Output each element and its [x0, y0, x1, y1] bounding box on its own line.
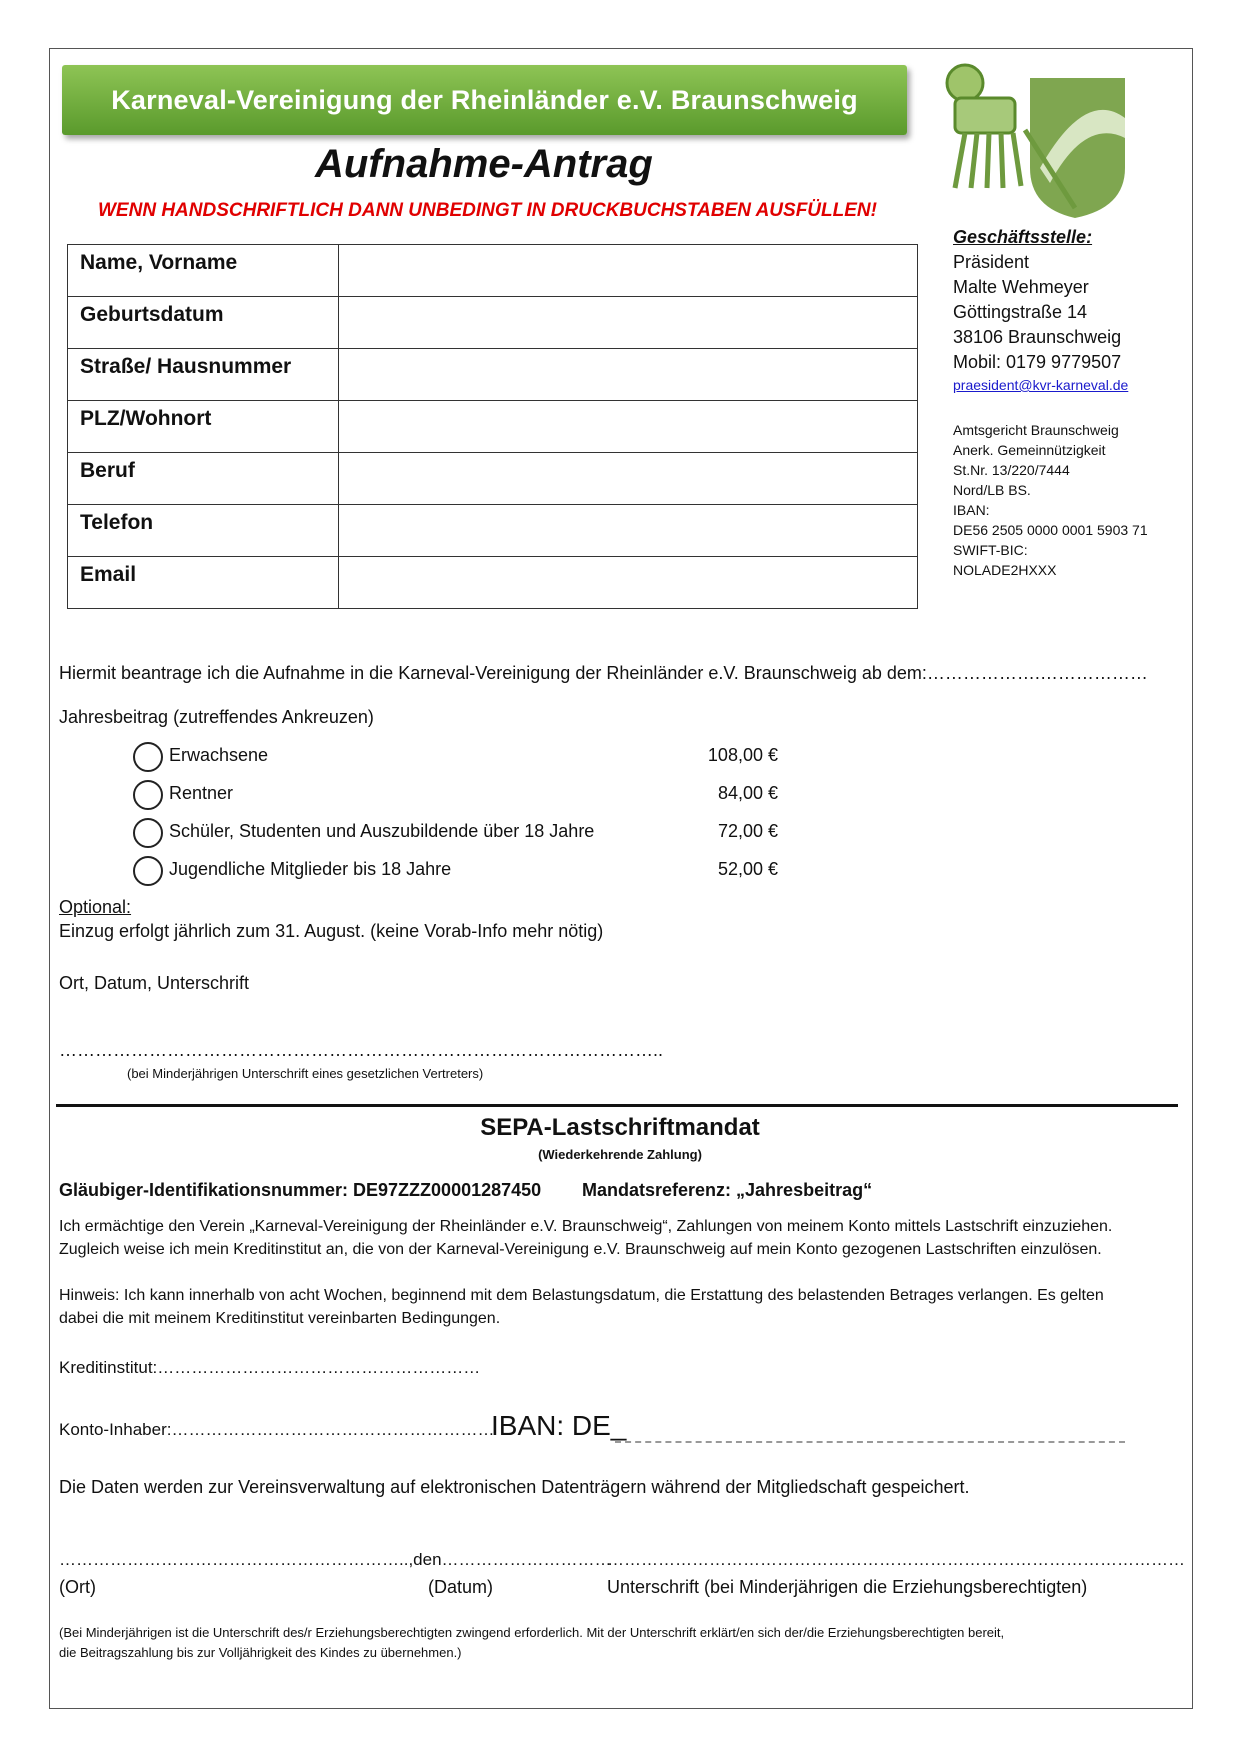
guardian-note: (bei Minderjährigen Unterschrift eines gesetzlichen Vertreters) [127, 1066, 484, 1081]
office-heading: Geschäftsstelle: [953, 227, 1093, 247]
office-name: Malte Wehmeyer [953, 277, 1089, 297]
field-label: Beruf [68, 453, 339, 505]
street-input-cell[interactable] [339, 349, 918, 401]
fee-radio-pensioners[interactable] [133, 780, 163, 810]
legal-line: SWIFT-BIC: [953, 542, 1028, 558]
legal-line: Nord/LB BS. [953, 482, 1031, 498]
fee-label: Rentner [169, 783, 234, 803]
bank-field[interactable]: Kreditinstitut:………………………………………………… [59, 1358, 481, 1377]
table-row [68, 401, 918, 453]
office-role: Präsident [953, 252, 1030, 272]
field-label: Telefon [68, 505, 339, 557]
fee-radio-students[interactable] [133, 818, 163, 848]
office-email-link[interactable]: praesident@kvr-karneval.de [953, 377, 1129, 393]
application-sentence: Hiermit beantrage ich die Aufnahme in die Karneval-Vereinigung der Rheinländer e.V. Braunschweig ab dem:……………….……………… [59, 663, 1148, 683]
footer-note: die Beitragszahlung bis zur Volljährigkeit des Kindes zu übernehmen.) [59, 1645, 462, 1660]
mandate-signature-line[interactable]: ………………………………………………………………………………………… [607, 1550, 1185, 1569]
fee-price: 108,00 € [707, 745, 778, 765]
legal-line: IBAN: [953, 502, 990, 518]
fee-label: Jugendliche Mitglieder bis 18 Jahre [169, 859, 452, 879]
table-row [68, 349, 918, 401]
place-caption: (Ort) [59, 1577, 96, 1597]
block-letters-warning: WENN HANDSCHRIFTLICH DANN UNBEDINGT IN DRUCKBUCHSTABEN AUSFÜLLEN! [98, 200, 877, 221]
legal-line: St.Nr. 13/220/7444 [953, 462, 1070, 478]
club-banner: Karneval-Vereinigung der Rheinländer e.V. Braunschweig [62, 65, 907, 135]
field-label: Geburtsdatum [68, 297, 339, 349]
fee-radio-adults[interactable] [133, 742, 163, 772]
authorization-text: Zugleich weise ich mein Kreditinstitut an, die von der Karneval-Vereinigung e.V. Braunschweig auf mein Konto gezogenen Lastschriften einzulösen. [59, 1241, 1102, 1258]
office-street: Göttingstraße 14 [953, 302, 1088, 322]
fee-price: 52,00 € [717, 859, 778, 879]
phone-input-cell[interactable] [339, 505, 918, 557]
refund-hint: Hinweis: Ich kann innerhalb von acht Wochen, beginnend mit dem Belastungsdatum, die Erstattung des belastenden Betrages verlangen. Es gelten [59, 1287, 1104, 1304]
fee-label: Schüler, Studenten und Auszubildende über 18 Jahre [169, 821, 595, 841]
table-row [68, 453, 918, 505]
signature-caption: Unterschrift (bei Minderjährigen die Erziehungsberechtigten) [607, 1577, 1088, 1597]
field-label: PLZ/Wohnort [68, 401, 339, 453]
mandate-reference: Mandatsreferenz: „Jahresbeitrag“ [582, 1180, 873, 1200]
legal-line: Amtsgericht Braunschweig [953, 422, 1119, 438]
field-label: Name, Vorname [68, 245, 339, 297]
table-row [68, 505, 918, 557]
footer-note: (Bei Minderjährigen ist die Unterschrift des/r Erziehungsberechtigten zwingend erforderlich. Mit der Unterschrift erklärt/en sich der/die Erziehungsberechtigten bereit, [59, 1625, 1005, 1640]
form-title: Aufnahme-Antrag [315, 142, 653, 186]
table-row [68, 557, 918, 609]
field-label: Email [68, 557, 339, 609]
name-input-cell[interactable] [339, 245, 918, 297]
sepa-title: SEPA-Lastschriftmandat [480, 1114, 760, 1141]
email-input-cell[interactable] [339, 557, 918, 609]
fee-radio-youth[interactable] [133, 856, 163, 886]
refund-hint: dabei die mit meinem Kreditinstitut vereinbarten Bedingungen. [59, 1310, 501, 1327]
legal-line: NOLADE2HXXX [953, 562, 1057, 578]
signature-line[interactable]: ……………………………………………………………………………………….. [59, 1040, 664, 1060]
place-date-signature-label: Ort, Datum, Unterschrift [59, 973, 250, 993]
office-city: 38106 Braunschweig [953, 327, 1122, 347]
optional-text: Einzug erfolgt jährlich zum 31. August. (keine Vorab-Info mehr nötig) [59, 921, 604, 941]
section-divider [56, 1104, 1178, 1107]
privacy-note: Die Daten werden zur Vereinsverwaltung auf elektronischen Datenträgern während der Mitgliedschaft gespeichert. [59, 1477, 970, 1497]
creditor-id: Gläubiger-Identifikationsnummer: DE97ZZZ00001287450 [59, 1180, 542, 1200]
optional-label: Optional: [59, 897, 132, 917]
legal-line: Anerk. Gemeinnützigkeit [953, 442, 1106, 458]
iban-label: IBAN: DE_ [491, 1410, 627, 1441]
office-phone: Mobil: 0179 9779507 [953, 352, 1122, 372]
sepa-subtitle: (Wiederkehrende Zahlung) [538, 1147, 702, 1162]
fee-label: Erwachsene [169, 745, 269, 765]
club-crest-logo [935, 58, 1135, 218]
job-input-cell[interactable] [339, 453, 918, 505]
fee-heading: Jahresbeitrag (zutreffendes Ankreuzen) [59, 707, 374, 727]
table-row [68, 245, 918, 297]
date-caption: (Datum) [428, 1577, 494, 1597]
fee-price: 84,00 € [717, 783, 778, 803]
authorization-text: Ich ermächtige den Verein „Karneval-Vereinigung der Rheinländer e.V. Braunschweig“, Zahlungen von meinem Konto mittels Lastschrift einzuziehen. [59, 1218, 1113, 1235]
birthdate-input-cell[interactable] [339, 297, 918, 349]
field-label: Straße/ Hausnummer [68, 349, 339, 401]
city-input-cell[interactable] [339, 401, 918, 453]
iban-input-line[interactable] [615, 1441, 1125, 1443]
account-holder-field[interactable]: Konto-Inhaber:………………………………………………… [59, 1420, 495, 1439]
fee-price: 72,00 € [717, 821, 778, 841]
legal-line: DE56 2505 0000 0001 5903 71 [953, 522, 1148, 538]
table-row [68, 297, 918, 349]
personal-data-table [67, 244, 918, 609]
place-date-line[interactable]: ……………………………………………………..,den………………………… [59, 1550, 612, 1569]
